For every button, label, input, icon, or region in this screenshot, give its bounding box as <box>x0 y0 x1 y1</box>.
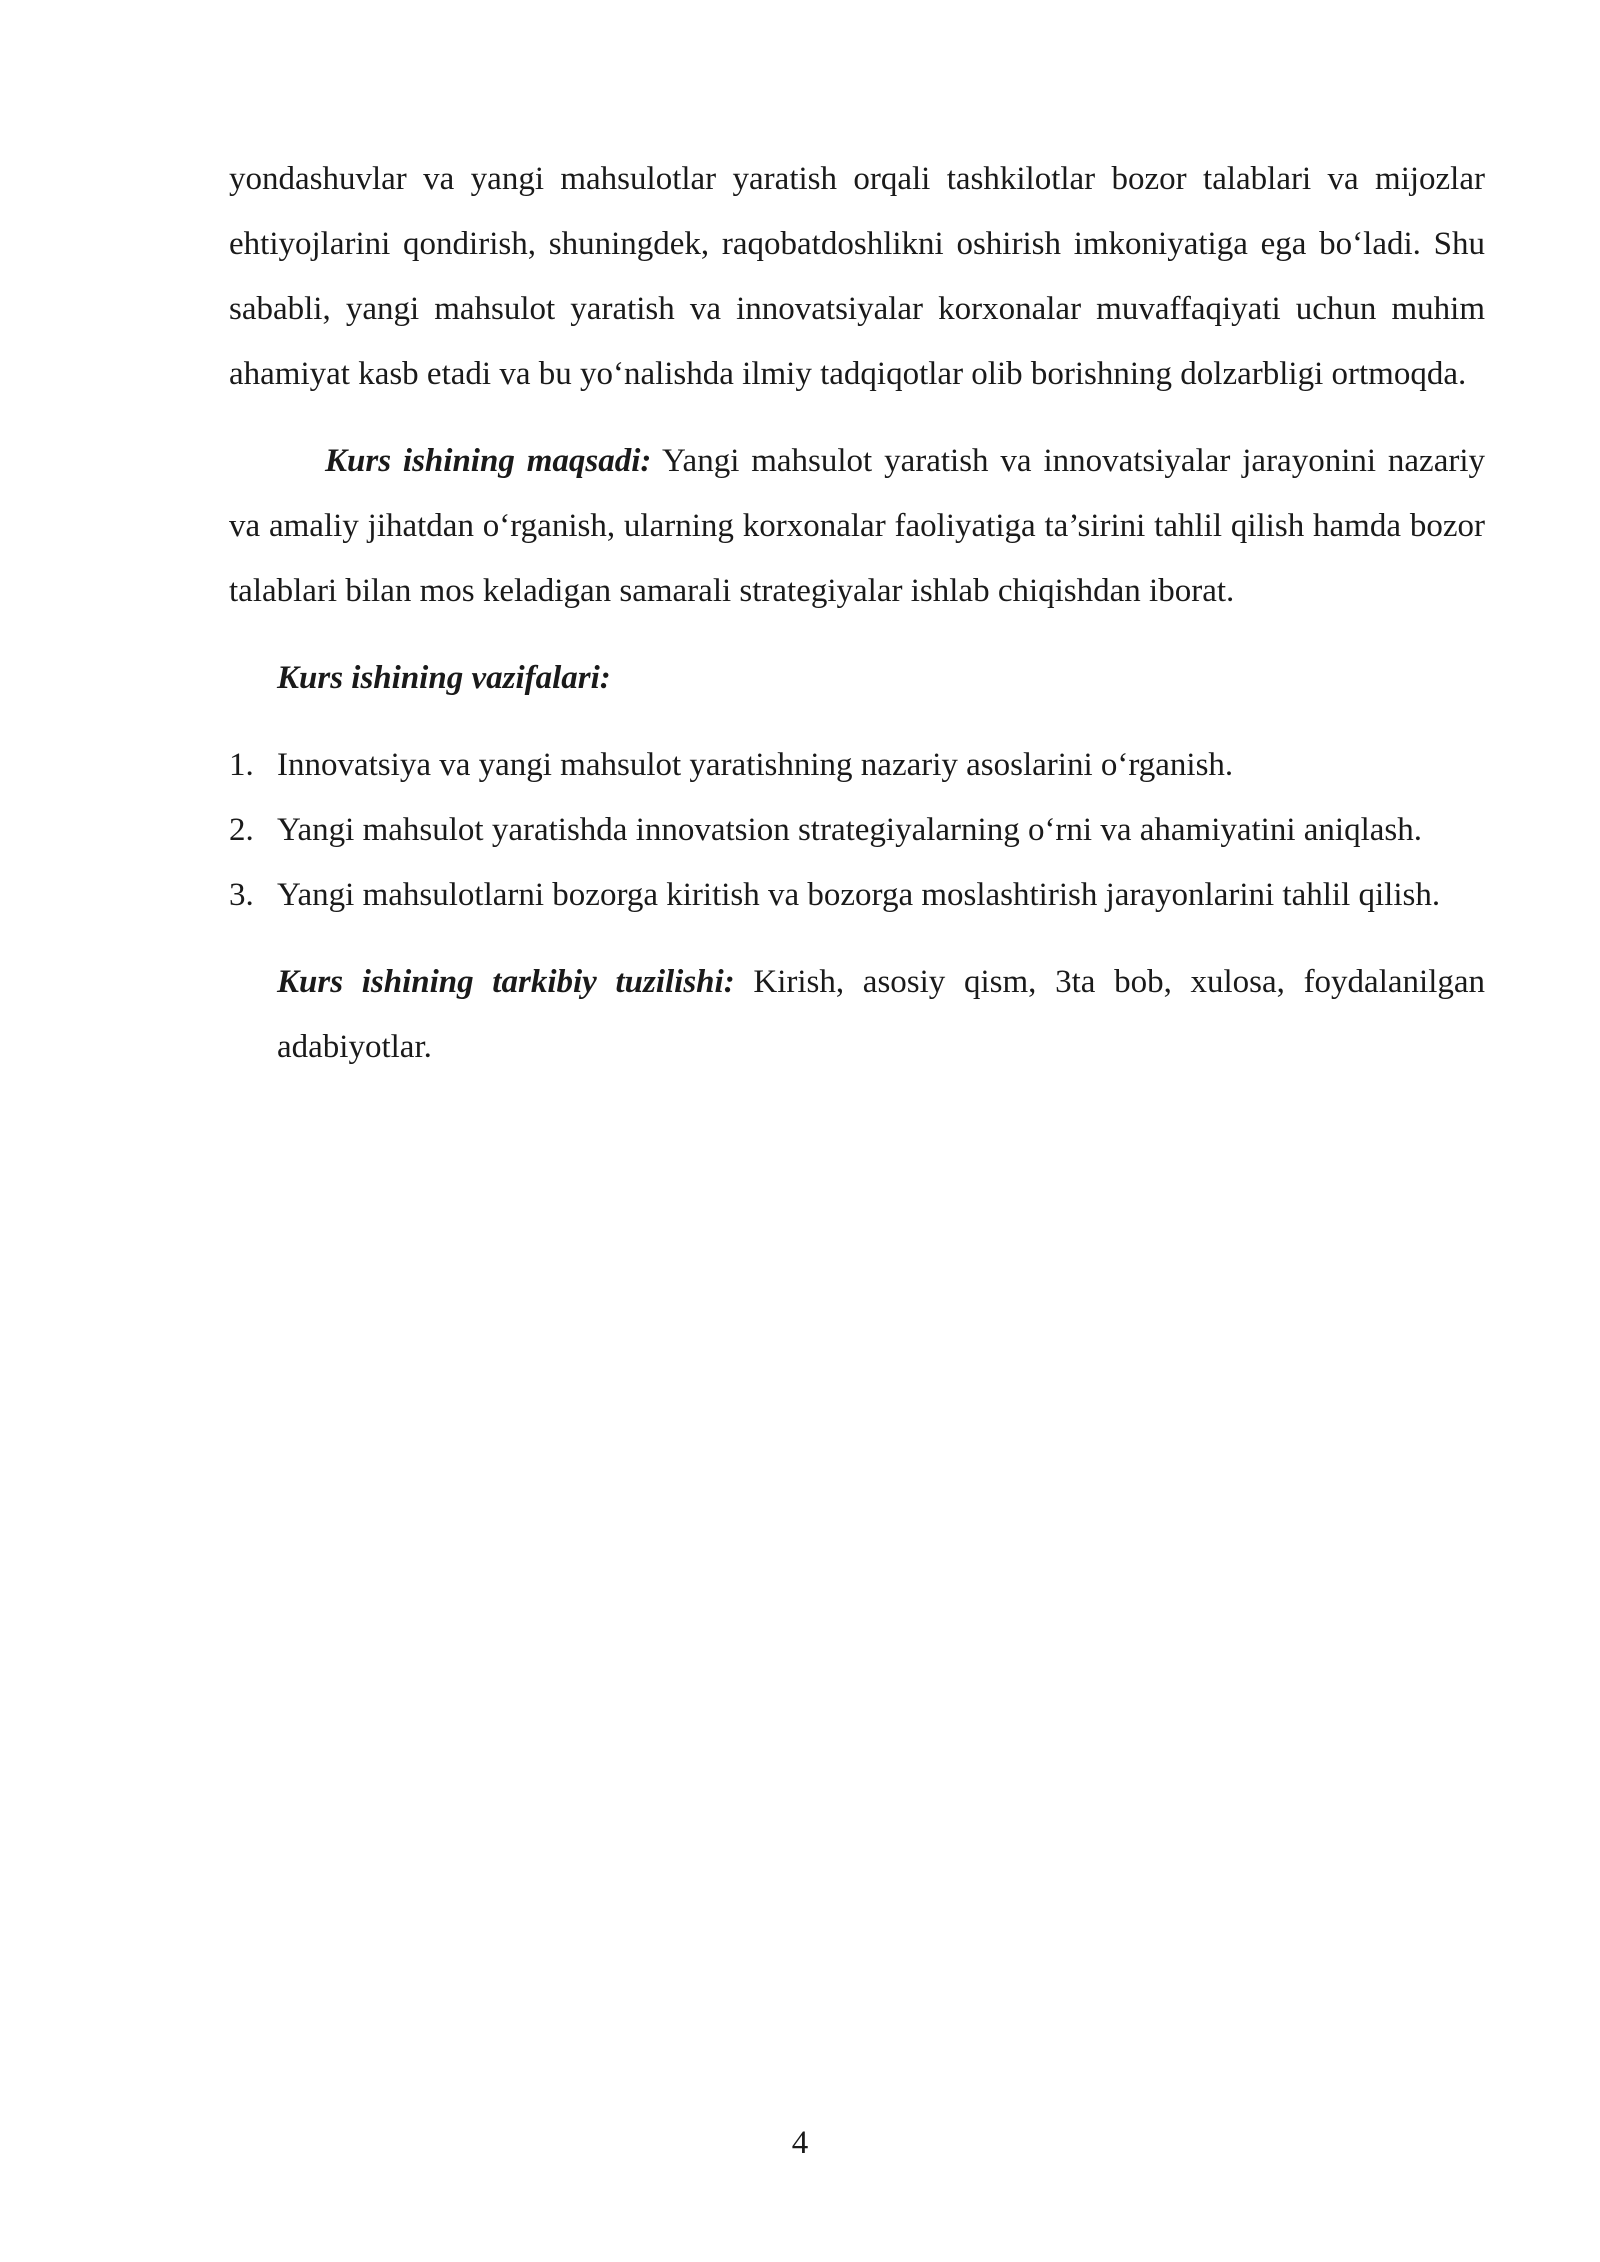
task-item <box>229 733 1485 798</box>
structure-label: Kurs ishining tarkibiy tuzilishi: <box>277 964 735 1000</box>
goal-label: Kurs ishining maqsadi: <box>325 443 652 479</box>
structure-paragraph <box>229 950 1485 1080</box>
task-text: Yangi mahsulot yaratishda innovatsion strategiyalarning o‘rni va ahamiyatini aniqlash. <box>277 812 1422 848</box>
tasks-heading: Kurs ishining vazifalari: <box>277 660 611 696</box>
goal-paragraph <box>229 429 1485 624</box>
task-number: 1. <box>229 747 254 783</box>
task-item <box>229 798 1485 863</box>
task-item <box>229 863 1485 928</box>
intro-paragraph: yondashuvlar va yangi mahsulotlar yaratish orqali tashkilotlar bozor talablari va mijozlar ehtiyojlarini qondirish, shuningdek, raqobatdoshlikni oshirish imkoniyatiga ega bo‘ladi. Shu sababli, yangi mahsulot yaratish va innovatsiyalar korxonalar muvaffaqiyati uchun muhim ahamiyat kasb etadi va bu yo‘nalishda ilmiy tadqiqotlar olib borishning dolzarbligi ortmoqda. <box>229 161 1485 392</box>
task-text: Innovatsiya va yangi mahsulot yaratishning nazariy asoslarini o‘rganish. <box>277 747 1234 783</box>
tasks-list <box>229 733 1485 928</box>
task-text: Yangi mahsulotlarni bozorga kiritish va bozorga moslashtirish jarayonlarini tahlil qilish. <box>277 877 1441 913</box>
goal-text: Yangi mahsulot yaratish va innovatsiyalar jarayonini nazariy va amaliy jihatdan o‘rganish, ularning korxonalar faoliyatiga ta’sirini tahlil qilish hamda bozor talablari bilan mos keladigan samarali strategiyalar ishlab chiqishdan iborat. <box>229 443 1486 609</box>
structure-text: Kirish, asosiy qism, 3ta bob, xulosa, foydalanilgan adabiyotlar. <box>277 964 1486 1065</box>
task-number: 3. <box>229 877 254 913</box>
page-content <box>229 147 1485 1080</box>
task-number: 2. <box>229 812 254 848</box>
page-number: 4 <box>791 2125 809 2161</box>
